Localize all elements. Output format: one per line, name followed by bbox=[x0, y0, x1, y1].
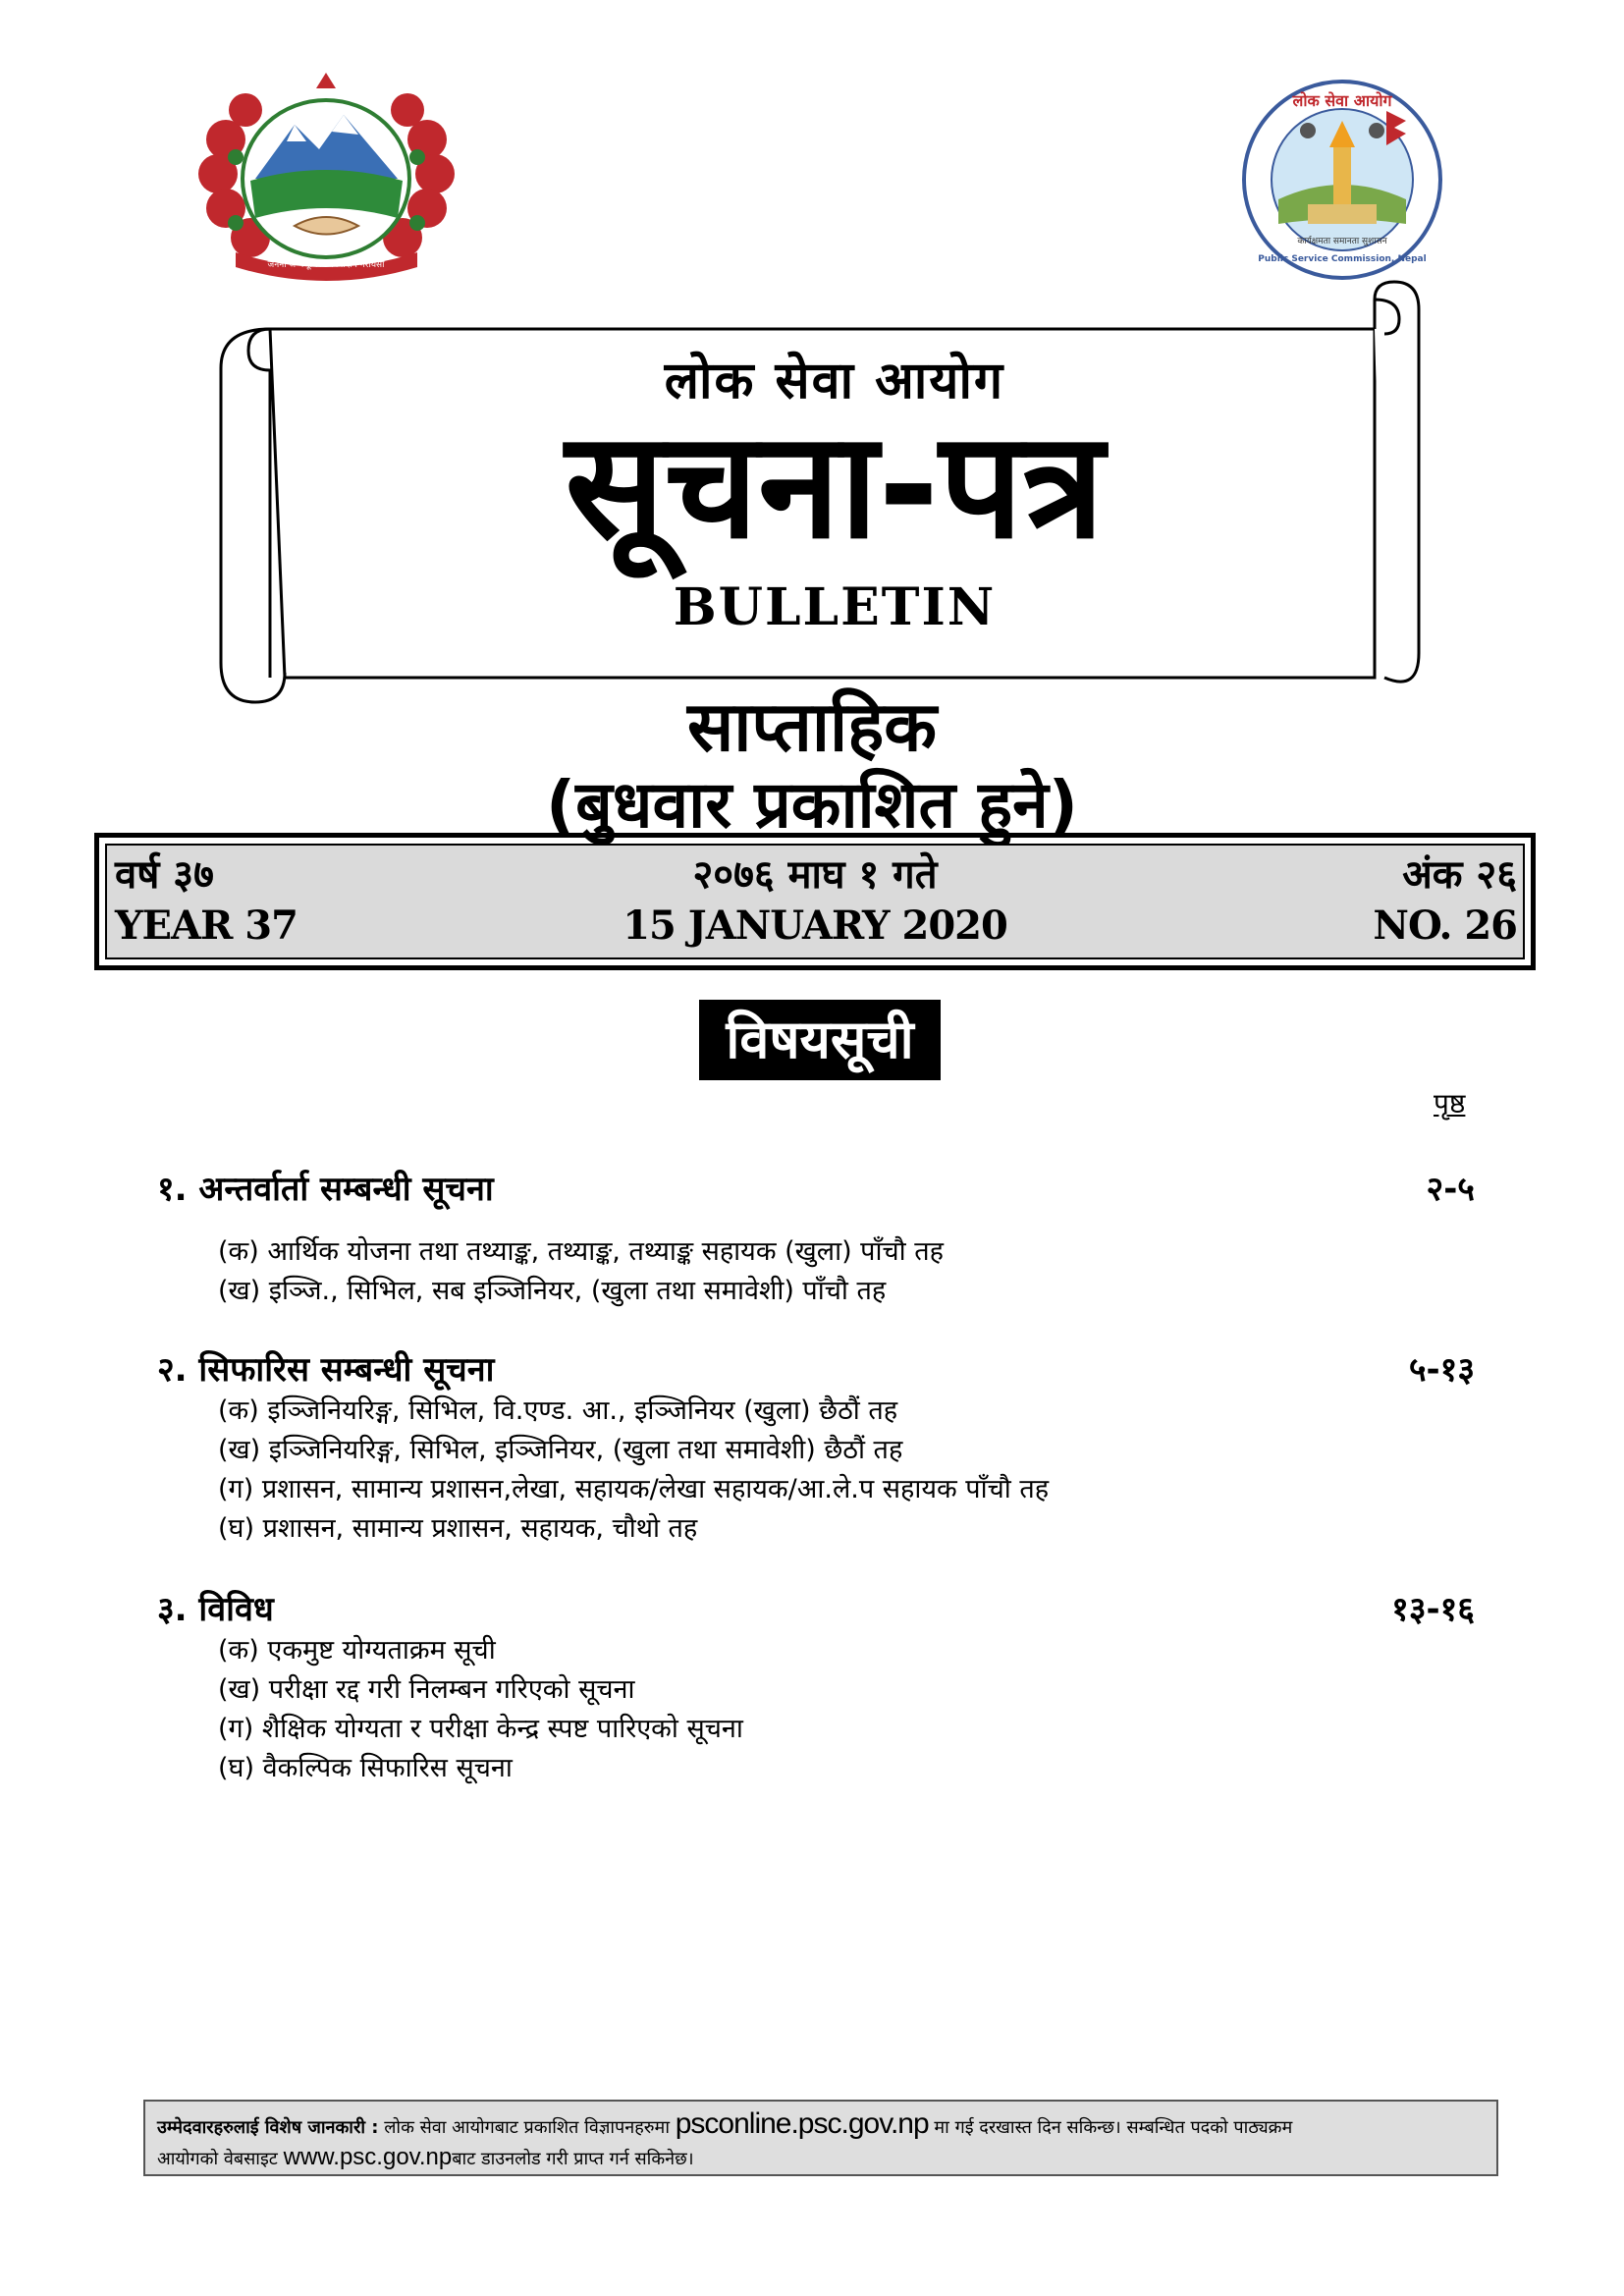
toc-item: (क) इञ्जिनियरिङ्ग, सिभिल, वि.एण्ड. आ., इञ्जिनियर (खुला) छैठौं तह bbox=[218, 1395, 898, 1426]
psc-ring-en: Public Service Commission, Nepal bbox=[1258, 254, 1427, 264]
year-np: वर्ष ३७ bbox=[115, 852, 214, 898]
notice-text-3: आयोगको वेबसाइट bbox=[157, 2149, 278, 2169]
toc-section-1-pages: २-५ bbox=[1426, 1170, 1475, 1209]
notice-line-2 bbox=[157, 2143, 1485, 2174]
publication-day: (बुधवार प्रकाशित हुने) bbox=[546, 767, 1078, 843]
psc-ring-top: लोक सेवा आयोग bbox=[1292, 91, 1392, 110]
toc-item: (ख) परीक्षा रद्द गरी निलम्बन गरिएको सूचना bbox=[218, 1674, 635, 1705]
bulletin-title: सूचना-पत्र bbox=[565, 401, 1105, 572]
notice-line-1 bbox=[157, 2109, 1485, 2143]
toc-section-3-pages: १३-१६ bbox=[1391, 1590, 1475, 1629]
toc-item: (क) एकमुष्ट योग्यताक्रम सूची bbox=[218, 1635, 496, 1666]
issue-info-box bbox=[94, 833, 1536, 970]
toc-item: (ख) इञ्जिनियरिङ्ग, सिभिल, इञ्जिनियर, (खुला तथा समावेशी) छैठौं तह bbox=[218, 1435, 903, 1465]
notice-text-1: लोक सेवा आयोगबाट प्रकाशित विज्ञापनहरुमा bbox=[384, 2117, 670, 2138]
toc-item: (ग) प्रशासन, सामान्य प्रशासन,लेखा, सहायक/लेखा सहायक/आ.ले.प सहायक पाँचौ तह bbox=[218, 1474, 1050, 1504]
emblem-motto: जननी जन्मभूमिश्च स्वर्गादपि गरीयसी bbox=[267, 260, 385, 270]
notice-label: उम्मेदवारहरुलाई विशेष जानकारी : bbox=[157, 2117, 379, 2138]
toc-section-2-pages: ५-१३ bbox=[1408, 1350, 1475, 1390]
year-en: YEAR 37 bbox=[115, 902, 298, 949]
toc-section-1-heading: १. अन्तर्वार्ता सम्बन्धी सूचना bbox=[157, 1170, 494, 1209]
page-column-label: पृष्ठ bbox=[1434, 1087, 1466, 1120]
toc-section-3-heading: ३. विविध bbox=[157, 1590, 274, 1629]
nepal-emblem-icon bbox=[196, 71, 457, 282]
psc-ring-bottom: कार्यक्षमता समानता सुशासन bbox=[1297, 237, 1387, 246]
notice-text-2: मा गई दरखास्त दिन सकिन्छ। सम्बन्धित पदको पाठ्यक्रम bbox=[934, 2117, 1293, 2138]
toc-item: (क) आर्थिक योजना तथा तथ्याङ्क, तथ्याङ्क, तथ्याङ्क सहायक (खुला) पाँचौ तह bbox=[218, 1236, 944, 1267]
issue-info-english bbox=[107, 902, 1523, 961]
candidate-notice-box bbox=[143, 2100, 1498, 2176]
issue-en: NO. 26 bbox=[1373, 902, 1517, 949]
toc-item: (घ) प्रशासन, सामान्य प्रशासन, सहायक, चौथो तह bbox=[218, 1513, 698, 1544]
date-en: 15 JANUARY 2020 bbox=[623, 902, 1007, 949]
notice-text-4: बाट डाउनलोड गरी प्राप्त गर्न सकिनेछ। bbox=[452, 2149, 694, 2169]
issue-np: अंक २६ bbox=[1402, 852, 1517, 898]
psc-website-link[interactable]: www.psc.gov.np bbox=[283, 2144, 453, 2170]
issue-info-nepali bbox=[107, 846, 1523, 904]
date-np: २०७६ माघ १ गते bbox=[692, 852, 938, 898]
toc-item: (ग) शैक्षिक योग्यता र परीक्षा केन्द्र स्पष्ट पारिएको सूचना bbox=[218, 1714, 743, 1744]
toc-section-2-heading: २. सिफारिस सम्बन्धी सूचना bbox=[157, 1350, 495, 1390]
psconline-link[interactable]: psconline.psc.gov.np bbox=[675, 2107, 929, 2140]
bulletin-title-en: BULLETIN bbox=[673, 577, 997, 637]
weekly-label: साप्ताहिक bbox=[686, 686, 938, 767]
toc-item: (ख) इञ्जि., सिभिल, सब इञ्जिनियर, (खुला तथा समावेशी) पाँचौ तह bbox=[218, 1276, 887, 1306]
psc-logo-icon bbox=[1239, 77, 1445, 283]
org-name: लोक सेवा आयोग bbox=[664, 352, 1005, 410]
toc-item: (घ) वैकल्पिक सिफारिस सूचना bbox=[218, 1753, 513, 1783]
toc-title: विषयसूची bbox=[699, 1000, 941, 1080]
